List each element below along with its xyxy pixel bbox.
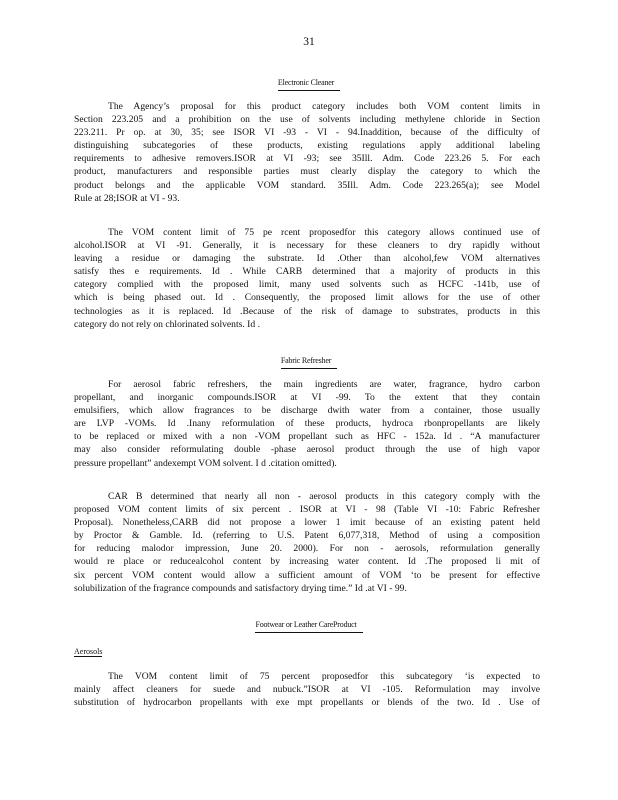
paragraph (74, 670, 540, 709)
text-line: satisfy thes e requirements. Id . While CARB determined that a majority of products in this (74, 266, 540, 278)
section-heading-fabric-refresher (0, 354, 618, 369)
section-heading-text: Electronic Cleaner (278, 76, 340, 91)
text-line: For aerosol fabric refreshers, the main ingredients are water, fragrance, hydro carbon (108, 379, 540, 390)
section-heading-text: Footwear or Leather CareProduct (255, 618, 362, 633)
text-line: substitution of hydrocarbon propellants with exe mpt propellants or blends of the two. Id . Use of (74, 697, 540, 709)
paragraph (74, 378, 540, 470)
text-line: technologies as it is replaced. Id .Because of the risk of damage to substrates, products in this (74, 305, 540, 317)
paragraph (74, 100, 540, 205)
section-heading-electronic-cleaner (0, 76, 618, 91)
text-line: by Proctor & Gamble. Id. (referring to U.S. Patent 6,077,318, Method of using a composition (74, 530, 540, 542)
text-line: alcohol.ISOR at VI -91. Generally, it is necessary for these cleaners to dry rapidly without (74, 240, 540, 252)
text-line: may also consider reformulating double -phase aerosol product through the use of high vapor (74, 444, 540, 456)
text-line: are LVP -VOMs. Id .Inany reformulation of these products, hydroca rbonpropellants are likely (74, 418, 540, 430)
text-line: solubilization of the fragrance compounds and satisfactory drying time.” Id .at VI - 99. (74, 582, 407, 594)
subheading-aerosols (74, 645, 102, 658)
page-number: 31 (303, 36, 315, 48)
text-line: category do not rely on chlorinated solvents. Id . (74, 318, 260, 330)
paragraph (74, 490, 540, 595)
text-line: product belongs and the applicable VOM standard. 35Ill. Adm. Code 223.265(a); see Model (74, 179, 540, 191)
paragraph (74, 226, 540, 331)
text-line: leaving a residue or damaging the substrate. Id .Other than alcohol,few VOM alternatives (74, 253, 540, 265)
text-line: pressure propellant” andexempt VOM solvent. I d .citation omitted). (74, 457, 337, 469)
text-line: to be replaced or mixed with a non -VOM propellant such as HFC - 152a. Id . “A manufacturer (74, 431, 540, 443)
section-heading-text: Fabric Refresher (281, 354, 337, 369)
text-line: Section 223.205 and a prohibition on the use of solvents including methylene chloride in Section (74, 114, 540, 126)
text-line: requirements to adhesive removers.ISOR at VI -93; see 35Ill. Adm. Code 223.26 5. For each (74, 153, 540, 165)
subheading-text: Aerosols (74, 647, 103, 656)
text-line: emulsifiers, which allow fragrances to be discharge dwith water from a container, those usually (74, 405, 540, 417)
text-line: six percent VOM content would allow a sufficient amount of VOM ‘to be present for effective (74, 569, 540, 581)
text-line: propellant, and inorganic compounds.ISOR at VI -99. To the extent that they contain (74, 392, 540, 404)
text-line: Rule at 28;ISOR at VI - 93. (74, 192, 180, 204)
text-line: product, manufacturers and responsible parties must clearly display the category to which the (74, 166, 540, 178)
text-line: mainly affect cleaners for suede and nubuck.”ISOR at VI -105. Reformulation may involve (74, 684, 540, 696)
text-line: would re place or reducealcohol content by increasing water content. Id .The proposed li mit of (74, 556, 540, 568)
text-line: The VOM content limit of 75 percent proposedfor this subcategory ‘is expected to (108, 671, 540, 682)
text-line: 223.211. Pr op. at 30, 35; see ISOR VI -93 - VI - 94.Inaddition, because of the difficulty of (74, 127, 540, 139)
text-line: which is being phased out. Id . Consequently, the proposed limit allows for the use of other (74, 292, 540, 304)
text-line: The Agency’s proposal for this product category includes both VOM content limits in (108, 101, 540, 112)
text-line: proposed VOM content limits of six percent . ISOR at VI - 98 (Table VI -10: Fabric Refresher (74, 504, 540, 516)
section-heading-footwear-leather (0, 618, 618, 633)
text-line: for reducing malodor impression, June 20. 2000). For non - aerosols, reformulation generally (74, 543, 540, 555)
text-line: The VOM content limit of 75 pe rcent proposedfor this category allows continued use of (108, 227, 540, 238)
text-line: CAR B determined that nearly all non - aerosol products in this category comply with the (108, 491, 540, 502)
text-line: category complied with the proposed limit, many used solvents such as HCFC -141b, use of (74, 279, 540, 291)
text-line: Proposal). Nonetheless,CARB did not propose a lower 1 imit because of an existing patent held (74, 517, 540, 529)
text-line: distinguishing subcategories of these products, existing regulations apply additional labeling (74, 140, 540, 152)
